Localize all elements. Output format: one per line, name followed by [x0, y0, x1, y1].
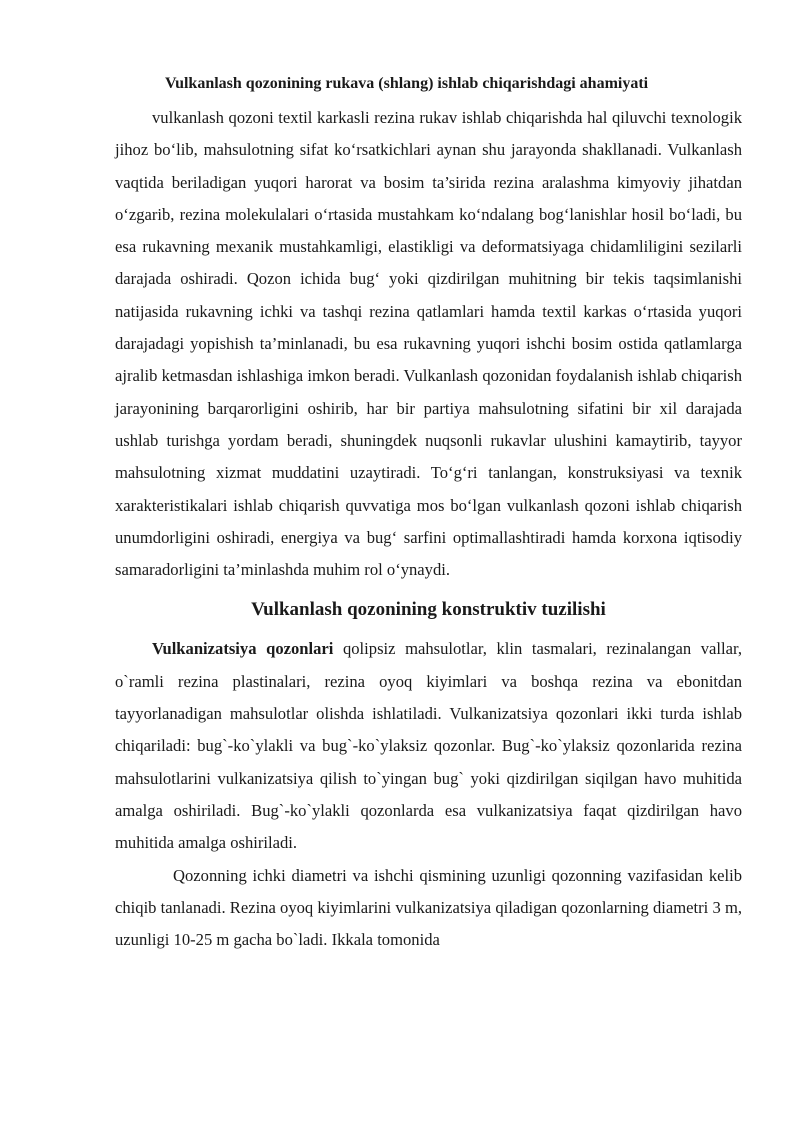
- document-title: Vulkanlash qozonining rukava (shlang) ishlab chiqarishdagi ahamiyati: [165, 75, 649, 92]
- bold-term: Vulkanizatsiya qozonlari: [152, 639, 334, 659]
- paragraph-text: qolipsiz mahsulotlar, klin tasmalari, rezinalangan vallar, o`ramli rezina plastinalari, rezina oyoq kiyimlari va boshqa rezina va ebonitdan tayyorlanadigan mahsulotlar olishda ishlatiladi. Vulkanizatsiya qozonlari ikki turda ishlab chiqariladi: bug`-ko`ylakli va bug`-ko`ylaksiz qozonlar. Bug`-ko`ylaksiz qozonlarida rezina mahsulotlarini vulkanizatsiya qilish to`yingan bug` yoki qizdirilgan siqilgan havo muhitida amalga oshiriladi. Bug`-ko`ylakli qozonlarda esa vulkanizatsiya faqat qizdirilgan havo muhitida amalga oshiriladi.: [115, 639, 742, 853]
- paragraph-significance: vulkanlash qozoni textil karkasli rezina rukav ishlab chiqarishda hal qiluvchi texnologik jihoz bo‘lib, mahsulotning sifat ko‘rsatkichlari aynan shu jarayonda shakllanadi. Vulkanlash vaqtida beriladigan yuqori harorat va bosim ta’sirida rezina aralashma kimyoviy jihatdan o‘zgarib, rezina molekulalari o‘rtasida mustahkam ko‘ndalang bog‘lanishlar hosil bo‘ladi, bu esa rukavning mexanik mustahkamligi, elastikligi va deformatsiyaga chidamliligini sezilarli darajada oshiradi. Qozon ichida bug‘ yoki qizdirilgan muhitning bir tekis taqsimlanishi natijasida rukavning ichki va tashqi rezina qatlamlari hamda textil karkas o‘rtasida yuqori darajadagi yopishish ta’minlanadi, bu esa rukavning yuqori ishchi bosim ostida qatlamlarga ajralib ketmasdan ishlashiga imkon beradi. Vulkanlash qozonidan foydalanish ishlab chiqarish jarayonining barqarorligini oshirib, har bir partiya mahsulotning sifatini bir xil darajada ushlab turishga yordam beradi, shuningdek nuqsonli rukavlar ulushini kamaytirib, tayyor mahsulotning xizmat muddatini uzaytiradi. To‘g‘ri tanlangan, konstruksiyasi va texnik xarakteristikalari ishlab chiqarish quvvatiga mos bo‘lgan vulkanlash qozoni ishlab chiqarish unumdorligini oshiradi, energiya va bug‘ sarfini optimallashtiradi hamda korxona iqtisodiy samaradorligini ta’minlashda muhim rol o‘ynaydi.: [115, 108, 742, 580]
- document-page: [115, 72, 742, 956]
- paragraph-dimensions: Qozonning ichki diametri va ishchi qismining uzunligi qozonning vazifasidan kelib chiqib tanlanadi. Rezina oyoq kiyimlarini vulkanizatsiya qiladigan qozonlarning diametri 3 m, uzunligi 10-25 m gacha bo`ladi. Ikkala tomonida: [115, 865, 742, 950]
- section-heading: Vulkanlash qozonining konstruktiv tuzilishi: [251, 599, 606, 621]
- paragraph-vulcanization-boilers: [115, 633, 742, 859]
